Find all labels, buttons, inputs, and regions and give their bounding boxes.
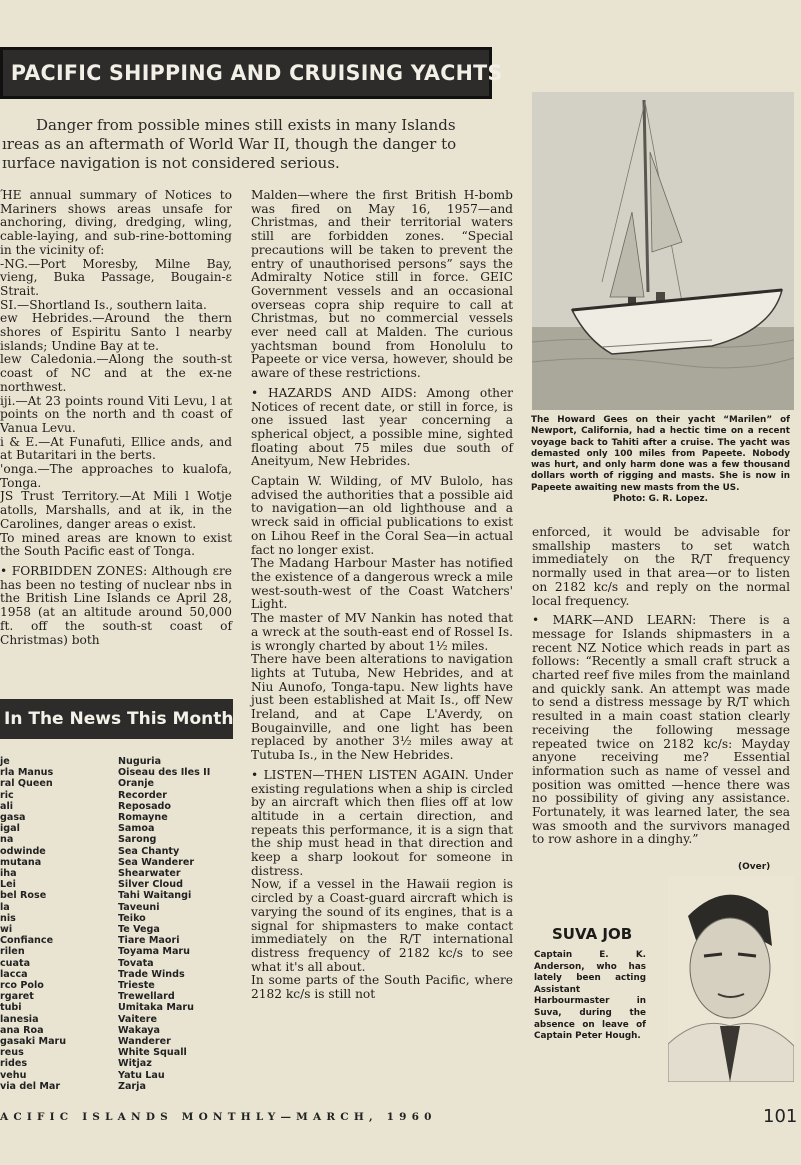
news-list-item: je — [0, 756, 10, 767]
news-list-item: Wakaya — [118, 1024, 161, 1036]
col2-paragraph: • HAZARDS AND AIDS: Among other Notices of recent date, or still in force, is one issued last year concerning a spherical object, a possible mine, sighted floating about 75 miles due south of Aneityum, New Hebrides. — [251, 385, 513, 469]
article-title: PACIFIC SHIPPING AND CRUISING YACHTS — [10, 61, 503, 85]
news-list-item: ric — [0, 789, 14, 801]
news-list-item: Silver Cloud — [118, 879, 183, 891]
news-list-item: Wanderer — [118, 1036, 171, 1048]
news-list-item: Nuguria — [118, 756, 162, 767]
news-list-item: cuata — [0, 957, 31, 969]
article-column-2 — [251, 189, 513, 1002]
news-list-item: Tahi Waitangi — [118, 890, 192, 902]
news-list-item: iha — [0, 868, 17, 880]
news-list-item: rides — [0, 1058, 28, 1070]
news-list-item: Romayne — [118, 812, 168, 824]
col1-paragraph: JS Trust Territory.—At Mili l Wotje atolls, Marshalls, and at ik, in the Carolines, danger areas o exist. — [0, 489, 232, 531]
news-list-item: Sarong — [118, 834, 157, 846]
page-footer: ACIFIC ISLANDS MONTHLY—MARCH, 1960 — [0, 1111, 437, 1123]
news-list-item: wi — [0, 924, 13, 936]
news-list-item: Oiseau des Iles II — [118, 767, 211, 779]
article-standfirst — [2, 116, 490, 173]
news-list-item: Reposado — [118, 800, 171, 812]
news-list-item: Yatu Lau — [118, 1069, 165, 1081]
photo-caption — [531, 415, 790, 505]
news-list-item: bel Rose — [0, 890, 47, 902]
news-list-item: Confiance — [0, 935, 54, 947]
col1-paragraph: ew Hebrides.—Around the thern shores of Espiritu Santo l nearby islands; Undine Bay at te. — [0, 311, 232, 353]
news-list-item: Trewellard — [118, 991, 175, 1003]
news-list-left — [0, 756, 110, 1092]
news-list-item: rco Polo — [0, 980, 44, 992]
news-list-item: rgaret — [0, 991, 34, 1003]
news-list-item: gasaki Maru — [0, 1036, 67, 1048]
news-list-item: Oranje — [118, 778, 154, 790]
news-list-item: Toyama Maru — [118, 946, 190, 958]
news-list-item: lacca — [0, 968, 28, 980]
news-list-item: via del Mar — [0, 1080, 61, 1092]
page-number: 101 — [763, 1106, 798, 1127]
col2-paragraph: Now, if a vessel in the Hawaii region is circled by a Coast-guard aircraft which is varying the sound of its engines, that is a signal for shipmasters to make contact immediately on the R/T international distress frequency of 2182 kc/s to see what it's all about. — [251, 877, 513, 974]
col1-paragraph: -NG.—Port Moresby, Milne Bay, vieng, Buka Passage, Bougain-ɛ Strait. — [0, 256, 232, 298]
news-list-item: Umitaka Maru — [118, 1002, 194, 1014]
news-list-item: rilen — [0, 946, 25, 958]
col2-paragraph: Captain W. Wilding, of MV Bulolo, has advised the authorities that a possible aid to navigation—an old lighthouse and a wreck said in official publications to exist on Lihou Reef in the Coral Sea—in actual fact no longer exist. — [251, 474, 513, 557]
news-list-item: lanesia — [0, 1013, 39, 1025]
news-list-item: igal — [0, 823, 20, 835]
news-list-item: Recorder — [118, 789, 168, 801]
col3-paragraph: enforced, it would be advisable for smallship masters to set watch immediately on the R/T frequency normally used in that area—or to listen on 2182 kc/s and reply on the normal local frequency. — [532, 525, 790, 608]
news-section-banner — [0, 699, 233, 739]
suva-job-title: SUVA JOB — [552, 925, 633, 943]
news-list-item: la — [0, 901, 10, 913]
news-list-item: Samoa — [118, 823, 155, 835]
news-list-item: mutana — [0, 856, 42, 868]
col3-paragraph: • MARK—AND LEARN: There is a message for Islands shipmasters in a recent NZ Notice which reads in part as follows: “Recently a small craft struck a charted reef five miles from the mainland and quickly sank. An attempt was made to send a distress message by R/T which resulted in a main coast station clearly receiving the following message repeated twice on 2182 kc/s: Mayday anyone receiving me? Essential information such as name of vessel and position was omitted —hence there was no possibility of giving any assistance. Fortunately, it was learned later, the sea was smooth and the survivors managed to row ashore in a dinghy.” — [532, 613, 790, 847]
news-list-item: Lei — [0, 879, 16, 891]
col1-paragraph: To mined areas are known to exist the South Pacific east of Tonga. — [0, 530, 232, 559]
article-column-1 — [0, 189, 232, 647]
news-list-item: vehu — [0, 1069, 27, 1081]
news-list-item: nis — [0, 912, 16, 924]
news-list-item: Tiare Maori — [118, 935, 180, 947]
news-list-item: Witjaz — [118, 1058, 152, 1070]
news-list-item: rla Manus — [0, 767, 54, 779]
news-list-item: ana Roa — [0, 1024, 44, 1036]
col2-paragraph: Malden—where the first British H-bomb was fired on May 16, 1957—and Christmas, and their territorial waters still are forbidden zones. “Special precautions will be taken to prevent the entry of unauthorised persons” says the Admiralty Notice still in force. GEIC Government vessels and an occasional overseas copra ship require to call at Christmas, but no commercial vessels ever need call at Malden. The curious yachtsman bound from Honolulu to Papeete or vice versa, however, should be aware of these restrictions. — [251, 188, 513, 381]
photo-caption-text: The Howard Gees on their yacht “Marilen” of Newport, California, had a hectic time on a recent voyage back to Tahiti after a cruise. The yacht was demasted only 100 miles from Papeete. Nobody was hurt, and only harm done was a few thousand dollars worth of rigging and masts. She is now in Papeete awaiting new masts from the US. — [531, 415, 790, 493]
news-list-item: odwinde — [0, 845, 46, 857]
news-list-item: ali — [0, 800, 14, 812]
photo-credit: Photo: G. R. Lopez. — [613, 494, 708, 505]
col1-paragraph: SI.—Shortland Is., southern laita. — [0, 297, 207, 312]
news-list-item: reus — [0, 1047, 24, 1059]
news-list-item: Shearwater — [118, 868, 181, 880]
yacht-photo — [532, 92, 794, 410]
news-list-item: White Squall — [118, 1047, 187, 1059]
news-list-item: na — [0, 834, 14, 846]
news-list-item: Sea Wanderer — [118, 856, 195, 868]
col1-paragraph: ΉE annual summary of Notices to Mariners shows areas unsafe for anchoring, diving, dredging, wling, cable-laying, and sub-rine-bottoming in the vicinity of: — [0, 188, 232, 257]
standfirst-text: Danger from possible mines still exists in many Islands ıreas as an aftermath of World War II, though the danger to ɪurface navigation is not considered serious. — [2, 116, 457, 172]
article-column-3 — [532, 526, 790, 847]
news-list-item: Trade Winds — [118, 968, 185, 980]
col1-paragraph: 'onga.—The approaches to kualofa, Tonga. — [0, 462, 232, 490]
portrait-photo — [668, 876, 794, 1082]
news-list-item: Zarja — [118, 1080, 146, 1092]
col1-paragraph: iji.—At 23 points round Viti Levu, l at points on the north and th coast of Vanua Levu. — [0, 393, 232, 435]
col1-paragraph: lew Caledonia.—Along the south-st coast of NC and at the ex-ne northwest. — [0, 352, 232, 394]
col1-paragraph: i & E.—At Funafuti, Ellice ands, and at Butaritari in the berts. — [0, 434, 232, 463]
continued-marker: (Over) — [738, 862, 771, 872]
news-list-item: gasa — [0, 812, 26, 824]
news-list-item: Vaitere — [118, 1013, 157, 1025]
news-list-right — [118, 756, 248, 1092]
news-list-item: Sea Chanty — [118, 845, 180, 857]
col2-paragraph: In some parts of the South Pacific, where 2182 kc/s is still not — [251, 973, 513, 1002]
news-list-item: Tovata — [118, 957, 154, 969]
yacht-illustration — [532, 92, 794, 410]
news-list-item: Taveuni — [118, 901, 160, 913]
suva-job-caption: Captain E. K. Anderson, who has lately been acting Assistant Harbourmaster in Suva, during the absence on leave of Captain Peter Hough. — [534, 950, 646, 1042]
news-list-item: Teiko — [118, 912, 146, 924]
news-list-item: Trieste — [118, 980, 155, 992]
portrait-illustration — [668, 876, 794, 1082]
col2-paragraph: The Madang Harbour Master has notified the existence of a dangerous wreck a mile west-south-west of the Coast Watchers' Light. — [251, 556, 513, 612]
news-section-title: In The News This Month — [4, 709, 234, 729]
col2-paragraph: There have been alterations to navigation lights at Tutuba, New Hebrides, and at Niu Aunofo, Tonga-tapu. New lights have just been established at Mait Is., off New Ireland, and at Cape L'Averdy, on Bougainville, and one light has been replaced by another 3½ miles away at Tutuba Is., in the New Hebrides. — [251, 652, 513, 763]
article-title-banner — [0, 47, 503, 99]
col2-paragraph: • LISTEN—THEN LISTEN AGAIN. Under existing regulations when a ship is circled by an aircraft which then flies off at low altitude in a certain direction, and repeats this performance, it is a sign that the ship must head in that direction and keep a sharp lookout for someone in distress. — [251, 767, 513, 878]
news-list-item: Te Vega — [118, 924, 160, 936]
col1-paragraph: • FORBIDDEN ZONES: Although ɛre has been no testing of nuclear nbs in the British Line Islands ce April 28, 1958 (at an altitude around 50,000 ft. off the south-st coast of Christmas) both — [0, 563, 232, 647]
col2-paragraph: The master of MV Nankin has noted that a wreck at the south-east end of Rossel Is. is wrongly charted by about 1½ miles. — [251, 611, 513, 653]
news-list-item: tubi — [0, 1002, 22, 1014]
news-list-item: ral Queen — [0, 778, 53, 790]
